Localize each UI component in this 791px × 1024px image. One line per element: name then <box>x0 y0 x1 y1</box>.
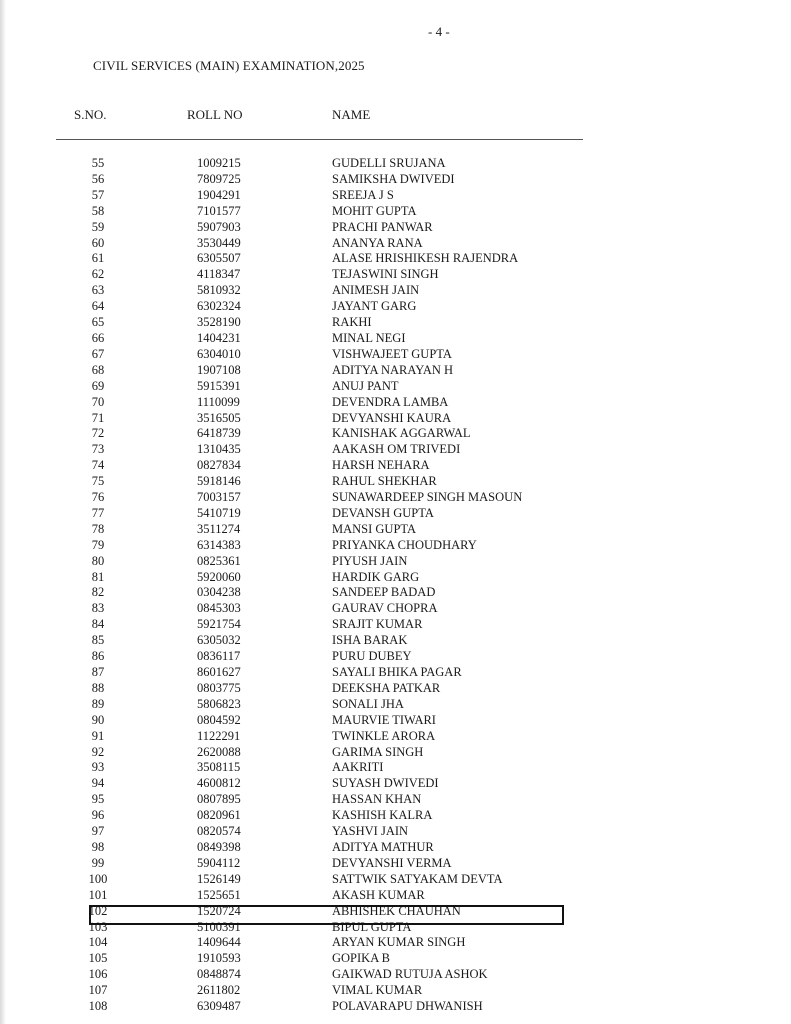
row-sno: 66 <box>91 330 105 345</box>
row-sno: 95 <box>91 792 105 807</box>
row-roll-no: 7809725 <box>197 171 241 186</box>
row-sno: 78 <box>91 521 105 536</box>
row-name: DEVENDRA LAMBA <box>332 394 449 409</box>
row-roll-no: 0807895 <box>197 792 241 807</box>
row-name: PURU DUBEY <box>332 649 412 664</box>
row-roll-no: 4118347 <box>197 267 241 282</box>
table-row <box>0 729 791 745</box>
table-row <box>0 967 791 983</box>
row-sno: 82 <box>91 585 105 600</box>
table-row <box>0 188 791 204</box>
row-name: GAURAV CHOPRA <box>332 601 438 616</box>
row-name: POLAVARAPU DHWANISH <box>332 999 483 1014</box>
row-sno: 103 <box>88 919 108 934</box>
row-sno: 68 <box>91 362 105 377</box>
row-sno: 76 <box>91 490 105 505</box>
table-row <box>0 633 791 649</box>
row-roll-no: 5810932 <box>197 283 241 298</box>
row-sno: 64 <box>91 299 105 314</box>
row-name: SONALI JHA <box>332 696 404 711</box>
row-sno: 74 <box>91 458 105 473</box>
table-row <box>0 888 791 904</box>
row-name: HARSH NEHARA <box>332 458 430 473</box>
results-list <box>0 156 791 1015</box>
table-row <box>0 681 791 697</box>
row-roll-no: 5920060 <box>197 569 241 584</box>
row-roll-no: 1409644 <box>197 935 241 950</box>
row-name: SRAJIT KUMAR <box>332 617 423 632</box>
row-roll-no: 5915391 <box>197 378 241 393</box>
table-row <box>0 156 791 172</box>
row-name: SAYALI BHIKA PAGAR <box>332 665 462 679</box>
row-roll-no: 1404231 <box>197 330 241 345</box>
table-row <box>0 745 791 761</box>
row-name: GAIKWAD RUTUJA ASHOK <box>332 967 488 982</box>
table-row <box>0 554 791 570</box>
row-roll-no: 3516505 <box>197 410 241 425</box>
row-sno: 107 <box>88 983 108 998</box>
table-row <box>0 172 791 188</box>
table-row <box>0 490 791 506</box>
table-row <box>0 458 791 474</box>
row-sno: 84 <box>91 617 105 632</box>
table-row <box>0 935 791 951</box>
row-name: HASSAN KHAN <box>332 792 422 807</box>
row-name: SREEJA J S <box>332 187 394 202</box>
exam-title: CIVIL SERVICES (MAIN) EXAMINATION,2025 <box>93 58 365 73</box>
page-number: - 4 - <box>428 24 450 39</box>
header-divider <box>56 139 583 140</box>
row-sno: 70 <box>91 394 105 409</box>
table-row <box>0 983 791 999</box>
row-name: PRACHI PANWAR <box>332 219 433 234</box>
row-sno: 77 <box>91 505 105 520</box>
row-sno: 58 <box>91 203 105 218</box>
row-sno: 75 <box>91 474 105 489</box>
table-row <box>0 872 791 888</box>
row-sno: 59 <box>91 219 105 234</box>
row-sno: 105 <box>88 951 108 966</box>
row-roll-no: 1910593 <box>197 951 241 966</box>
row-name: SANDEEP BADAD <box>332 585 436 600</box>
row-sno: 72 <box>91 426 105 441</box>
row-roll-no: 5918146 <box>197 474 241 489</box>
row-sno: 69 <box>91 378 105 393</box>
row-name: MOHIT GUPTA <box>332 203 417 218</box>
row-name: MINAL NEGI <box>332 330 406 345</box>
row-name: TWINKLE ARORA <box>332 728 436 743</box>
table-row <box>0 760 791 776</box>
row-sno: 60 <box>91 235 105 250</box>
row-name: SATTWIK SATYAKAM DEVTA <box>332 871 503 886</box>
row-sno: 63 <box>91 283 105 298</box>
row-roll-no: 1310435 <box>197 442 241 457</box>
row-name: JAYANT GARG <box>332 299 417 314</box>
row-sno: 90 <box>91 712 105 727</box>
table-row <box>0 570 791 586</box>
row-sno: 55 <box>91 156 105 170</box>
row-roll-no: 1009215 <box>197 156 241 170</box>
row-roll-no: 0848874 <box>197 967 241 982</box>
header-roll-no: ROLL NO <box>187 107 243 122</box>
row-roll-no: 3528190 <box>197 315 241 330</box>
table-row <box>0 395 791 411</box>
row-roll-no: 6418739 <box>197 426 241 441</box>
table-row <box>0 538 791 554</box>
table-row <box>0 251 791 267</box>
row-roll-no: 5904112 <box>197 855 241 870</box>
row-sno: 86 <box>91 649 105 664</box>
row-name: ABHISHEK CHAUHAN <box>332 903 461 918</box>
row-roll-no: 6305032 <box>197 633 241 648</box>
row-roll-no: 1122291 <box>197 728 241 743</box>
row-sno: 92 <box>91 744 105 759</box>
row-roll-no: 4600812 <box>197 776 241 791</box>
row-roll-no: 1907108 <box>197 362 241 377</box>
row-roll-no: 7101577 <box>197 203 241 218</box>
row-sno: 80 <box>91 553 105 568</box>
row-name: YASHVI JAIN <box>332 824 409 839</box>
table-row <box>0 585 791 601</box>
row-roll-no: 0820961 <box>197 808 241 823</box>
row-sno: 62 <box>91 267 105 282</box>
row-name: MAURVIE TIWARI <box>332 712 436 727</box>
row-sno: 99 <box>91 855 105 870</box>
row-name: TEJASWINI SINGH <box>332 267 439 282</box>
table-row <box>0 426 791 442</box>
row-roll-no: 5100391 <box>197 919 241 934</box>
row-name: KASHISH KALRA <box>332 808 433 823</box>
table-row <box>0 411 791 427</box>
row-roll-no: 1110099 <box>197 394 240 409</box>
row-name: ANANYA RANA <box>332 235 423 250</box>
row-sno: 102 <box>88 903 108 918</box>
row-roll-no: 0845303 <box>197 601 241 616</box>
table-row <box>0 363 791 379</box>
row-sno: 100 <box>88 871 108 886</box>
row-roll-no: 0803775 <box>197 680 241 695</box>
header-sno: S.NO. <box>74 107 107 122</box>
row-sno: 87 <box>91 665 105 679</box>
row-name: PRIYANKA CHOUDHARY <box>332 537 477 552</box>
table-row <box>0 379 791 395</box>
row-name: SUNAWARDEEP SINGH MASOUN <box>332 490 523 505</box>
row-roll-no: 5907903 <box>197 219 241 234</box>
row-roll-no: 1526149 <box>197 871 241 886</box>
row-sno: 96 <box>91 808 105 823</box>
row-name: BIPUL GUPTA <box>332 919 412 934</box>
row-name: DEEKSHA PATKAR <box>332 680 441 695</box>
row-roll-no: 0836117 <box>197 649 241 664</box>
table-row <box>0 617 791 633</box>
row-roll-no: 7003157 <box>197 490 241 505</box>
row-sno: 71 <box>91 410 105 425</box>
row-name: AAKRITI <box>332 760 384 775</box>
header-name: NAME <box>332 107 371 122</box>
row-roll-no: 0804592 <box>197 712 241 727</box>
row-sno: 65 <box>91 315 105 330</box>
row-name: HARDIK GARG <box>332 569 420 584</box>
table-row <box>0 951 791 967</box>
row-name: SUYASH DWIVEDI <box>332 776 439 791</box>
row-roll-no: 6302324 <box>197 299 241 314</box>
row-sno: 108 <box>88 999 108 1014</box>
row-roll-no: 6314383 <box>197 537 241 552</box>
row-roll-no: 3530449 <box>197 235 241 250</box>
row-sno: 67 <box>91 346 105 361</box>
row-name: DEVYANSHI KAURA <box>332 410 452 425</box>
row-name: GUDELLI SRUJANA <box>332 156 446 170</box>
row-roll-no: 8601627 <box>197 665 241 679</box>
row-sno: 91 <box>91 728 105 743</box>
table-row <box>0 840 791 856</box>
row-name: ANUJ PANT <box>332 378 399 393</box>
row-name: DEVANSH GUPTA <box>332 505 434 520</box>
row-roll-no: 6304010 <box>197 346 241 361</box>
row-sno: 61 <box>91 251 105 266</box>
row-roll-no: 3508115 <box>197 760 241 775</box>
row-roll-no: 0825361 <box>197 553 241 568</box>
row-roll-no: 6309487 <box>197 999 241 1014</box>
row-sno: 56 <box>91 171 105 186</box>
row-name: SAMIKSHA DWIVEDI <box>332 171 455 186</box>
table-row <box>0 283 791 299</box>
row-sno: 93 <box>91 760 105 775</box>
table-row <box>0 856 791 872</box>
row-name: DEVYANSHI VERMA <box>332 855 452 870</box>
table-row <box>0 649 791 665</box>
row-sno: 101 <box>88 887 108 902</box>
row-name: MANSI GUPTA <box>332 521 417 536</box>
row-sno: 106 <box>88 967 108 982</box>
row-name: VIMAL KUMAR <box>332 983 423 998</box>
table-row <box>0 601 791 617</box>
row-roll-no: 5921754 <box>197 617 241 632</box>
table-row <box>0 776 791 792</box>
row-sno: 73 <box>91 442 105 457</box>
table-row <box>0 331 791 347</box>
table-row <box>0 204 791 220</box>
row-sno: 98 <box>91 839 105 854</box>
row-sno: 85 <box>91 633 105 648</box>
table-row <box>0 506 791 522</box>
row-name: ADITYA MATHUR <box>332 839 434 854</box>
table-row <box>0 299 791 315</box>
row-roll-no: 5806823 <box>197 696 241 711</box>
table-row <box>0 236 791 252</box>
table-row <box>0 220 791 236</box>
table-row <box>0 347 791 363</box>
row-name: RAKHI <box>332 315 372 330</box>
table-row <box>0 474 791 490</box>
table-row <box>0 267 791 283</box>
table-row <box>0 808 791 824</box>
table-row <box>0 697 791 713</box>
table-row <box>0 665 791 681</box>
row-roll-no: 3511274 <box>197 521 241 536</box>
row-name: ALASE HRISHIKESH RAJENDRA <box>332 251 519 266</box>
row-sno: 97 <box>91 824 105 839</box>
table-row <box>0 522 791 538</box>
row-name: AAKASH OM TRIVEDI <box>332 442 461 457</box>
row-roll-no: 0820574 <box>197 824 241 839</box>
row-roll-no: 0849398 <box>197 839 241 854</box>
row-roll-no: 0304238 <box>197 585 241 600</box>
row-name: GARIMA SINGH <box>332 744 424 759</box>
row-name: ISHA BARAK <box>332 633 408 648</box>
row-roll-no: 1525651 <box>197 887 241 902</box>
highlight-box <box>89 905 564 925</box>
row-roll-no: 2620088 <box>197 744 241 759</box>
row-roll-no: 0827834 <box>197 458 241 473</box>
row-sno: 94 <box>91 776 105 791</box>
row-sno: 104 <box>88 935 108 950</box>
row-name: RAHUL SHEKHAR <box>332 474 437 489</box>
table-row <box>0 824 791 840</box>
row-name: PIYUSH JAIN <box>332 553 408 568</box>
row-sno: 79 <box>91 537 105 552</box>
row-sno: 57 <box>91 187 105 202</box>
row-name: ADITYA NARAYAN H <box>332 362 454 377</box>
table-row <box>0 442 791 458</box>
row-roll-no: 1904291 <box>197 187 241 202</box>
row-sno: 83 <box>91 601 105 616</box>
row-name: ARYAN KUMAR SINGH <box>332 935 466 950</box>
row-name: GOPIKA B <box>332 951 390 966</box>
row-sno: 81 <box>91 569 105 584</box>
row-sno: 89 <box>91 696 105 711</box>
row-roll-no: 1520724 <box>197 903 241 918</box>
row-name: AKASH KUMAR <box>332 887 425 902</box>
table-row <box>0 999 791 1015</box>
row-roll-no: 2611802 <box>197 983 241 998</box>
row-roll-no: 6305507 <box>197 251 241 266</box>
table-row <box>0 792 791 808</box>
row-name: VISHWAJEET GUPTA <box>332 346 452 361</box>
table-row <box>0 315 791 331</box>
row-roll-no: 5410719 <box>197 505 241 520</box>
row-name: KANISHAK AGGARWAL <box>332 426 471 441</box>
table-row <box>0 713 791 729</box>
row-sno: 88 <box>91 680 105 695</box>
row-name: ANIMESH JAIN <box>332 283 420 298</box>
